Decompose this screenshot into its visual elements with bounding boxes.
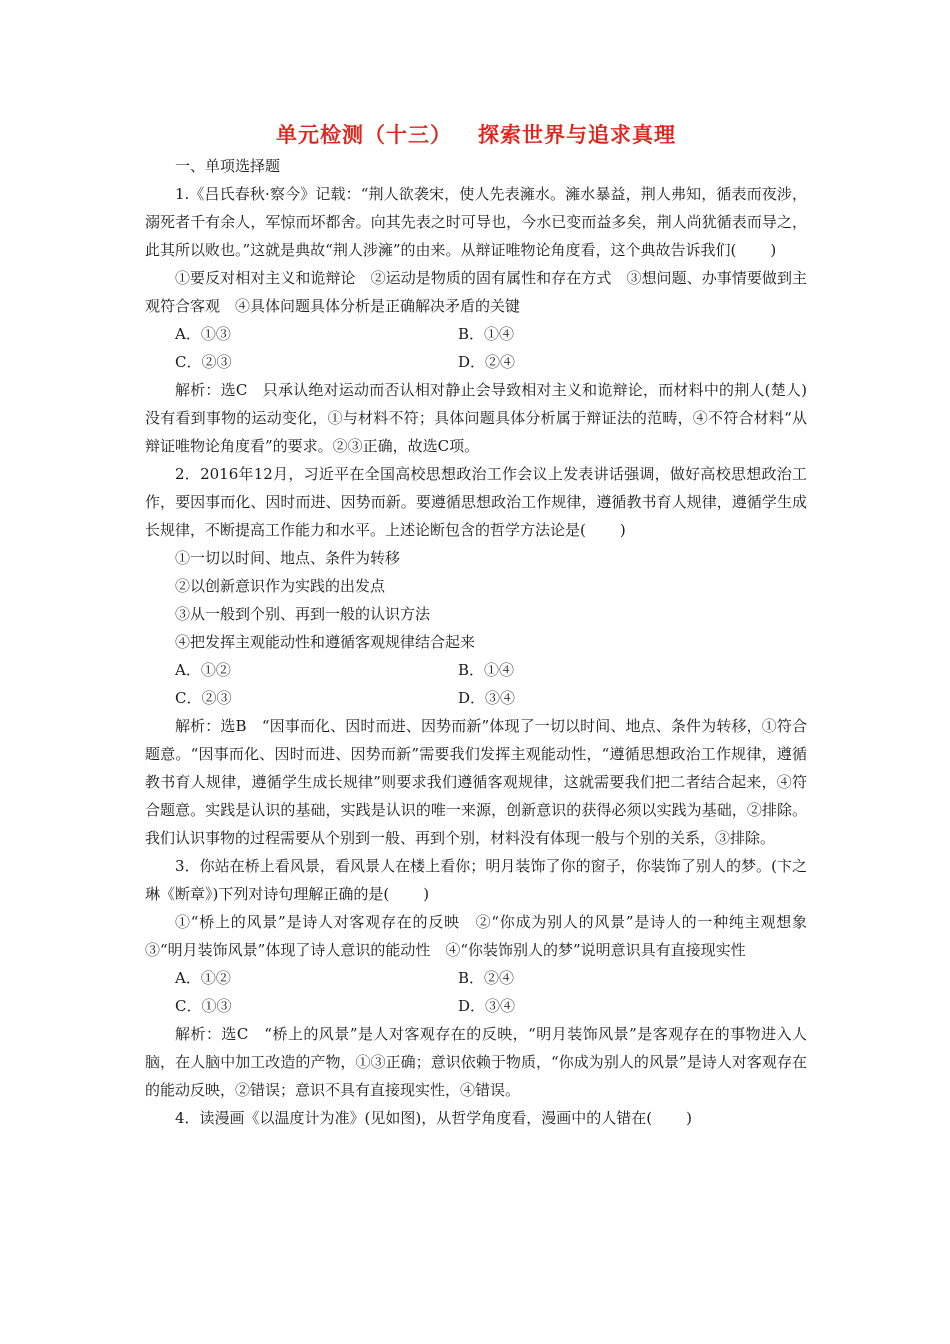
option-d: D．③④ (458, 689, 516, 707)
option-b: B．①④ (458, 661, 515, 679)
option-c: C．②③ (175, 689, 232, 707)
option-c: C．①③ (175, 997, 232, 1015)
title-part-2: 探索世界与追求真理 (478, 123, 676, 147)
question-stem-text: 2．2016年12月，习近平在全国高校思想政治工作会议上发表讲话强调，做好高校思想政治工作，要因事而化、因时而进、因势而新。要遵循思想政治工作规律，遵循教书育人规律，遵循学生成长规律，不断提高工作能力和水平。上述论断包含的哲学方法论是( (145, 465, 807, 539)
option-b: B．①④ (458, 325, 515, 343)
statement-3: ③从一般到个别、再到一般的认识方法 (175, 605, 431, 623)
question-stem (145, 852, 807, 908)
option-c: C．②③ (175, 353, 232, 371)
option-b: B．②④ (458, 969, 515, 987)
question-stem (145, 460, 807, 544)
question-analysis: 解析：选C 只承认绝对运动而否认相对静止会导致相对主义和诡辩论，而材料中的荆人(楚人)没有看到事物的运动变化，①与材料不符；具体问题具体分析属于辩证法的范畴，④不符合材料“从辩证唯物论角度看”的要求。②③正确，故选C项。 (145, 381, 807, 455)
statement-4: ④把发挥主观能动性和遵循客观规律结合起来 (175, 633, 476, 651)
question-stem-text: 3．你站在桥上看风景，看风景人在楼上看你；明月装饰了你的窗子，你装饰了别人的梦。(卞之琳《断章》)下列对诗句理解正确的是( (145, 857, 807, 903)
page-title (145, 118, 807, 152)
option-row (145, 684, 807, 712)
question-3 (145, 852, 823, 1104)
question-statements: ①要反对相对主义和诡辩论 ②运动是物质的固有属性和存在方式 ③想问题、办事情要做到主观符合客观 ④具体问题具体分析是正确解决矛盾的关键 (145, 269, 807, 315)
question-stem (145, 180, 807, 264)
question-1 (145, 180, 807, 460)
question-stem-end: ) (619, 521, 626, 539)
option-a: A．①③ (175, 325, 231, 343)
option-row (145, 320, 807, 348)
question-stem-end: ) (423, 885, 430, 903)
question-analysis: 解析：选C “桥上的风景”是人对客观存在的反映，“明月装饰风景”是客观存在的事物进入人脑，在人脑中加工改造的产物，①③正确；意识依赖于物质，“你成为别人的风景”是诗人对客观存在的能动反映，②错误；意识不具有直接现实性，④错误。 (145, 1025, 807, 1099)
question-stem (145, 1104, 807, 1132)
question-stem-text: 4．读漫画《以温度计为准》(见如图)，从哲学角度看，漫画中的人错在( (175, 1109, 653, 1127)
question-analysis: 解析：选B “因事而化、因时而进、因势而新”体现了一切以时间、地点、条件为转移，①符合题意。“因事而化、因时而进、因势而新”需要我们发挥主观能动性，“遵循思想政治工作规律，遵循教书育人规律，遵循学生成长规律”则要求我们遵循客观规律，这就需要我们把二者结合起来，④符合题意。实践是认识的基础，实践是认识的唯一来源，创新意识的获得必须以实践为基础，②排除。我们认识事物的过程需要从个别到一般、再到个别，材料没有体现一般与个别的关系，③排除。 (145, 717, 807, 847)
question-2 (145, 460, 807, 852)
option-d: D．②④ (458, 353, 516, 371)
question-stem-end: ) (770, 241, 777, 259)
option-row (145, 348, 807, 376)
option-a: A．①② (175, 969, 231, 987)
option-row (145, 992, 807, 1020)
section-heading: 一、单项选择题 (175, 157, 281, 175)
option-row (145, 656, 807, 684)
statement-1: ①一切以时间、地点、条件为转移 (175, 549, 401, 567)
title-part-1: 单元检测（十三） (276, 123, 452, 147)
statement-2: ②以创新意识作为实践的出发点 (175, 577, 386, 595)
question-4 (145, 1104, 807, 1132)
option-a: A．①② (175, 661, 231, 679)
option-d: D．③④ (458, 997, 516, 1015)
document-page (145, 118, 823, 1132)
question-stem-text: 1.《吕氏春秋·察今》记载：“荆人欲袭宋，使人先表澭水。澭水暴益，荆人弗知，循表而夜涉，溺死者千有余人，军惊而坏都舍。向其先表之时可导也，今水已变而益多矣，荆人尚犹循表而导之，此其所以败也。”这就是典故“荆人涉澭”的由来。从辩证唯物论角度看，这个典故告诉我们( (145, 185, 807, 259)
question-stem-end: ) (686, 1109, 692, 1127)
question-statements: ①“桥上的风景”是诗人对客观存在的反映 ②“你成为别人的风景”是诗人的一种纯主观想象 ③“明月装饰风景”体现了诗人意识的能动性 ④“你装饰别人的梦”说明意识具有直接现实性 (145, 913, 823, 959)
option-row (145, 964, 807, 992)
